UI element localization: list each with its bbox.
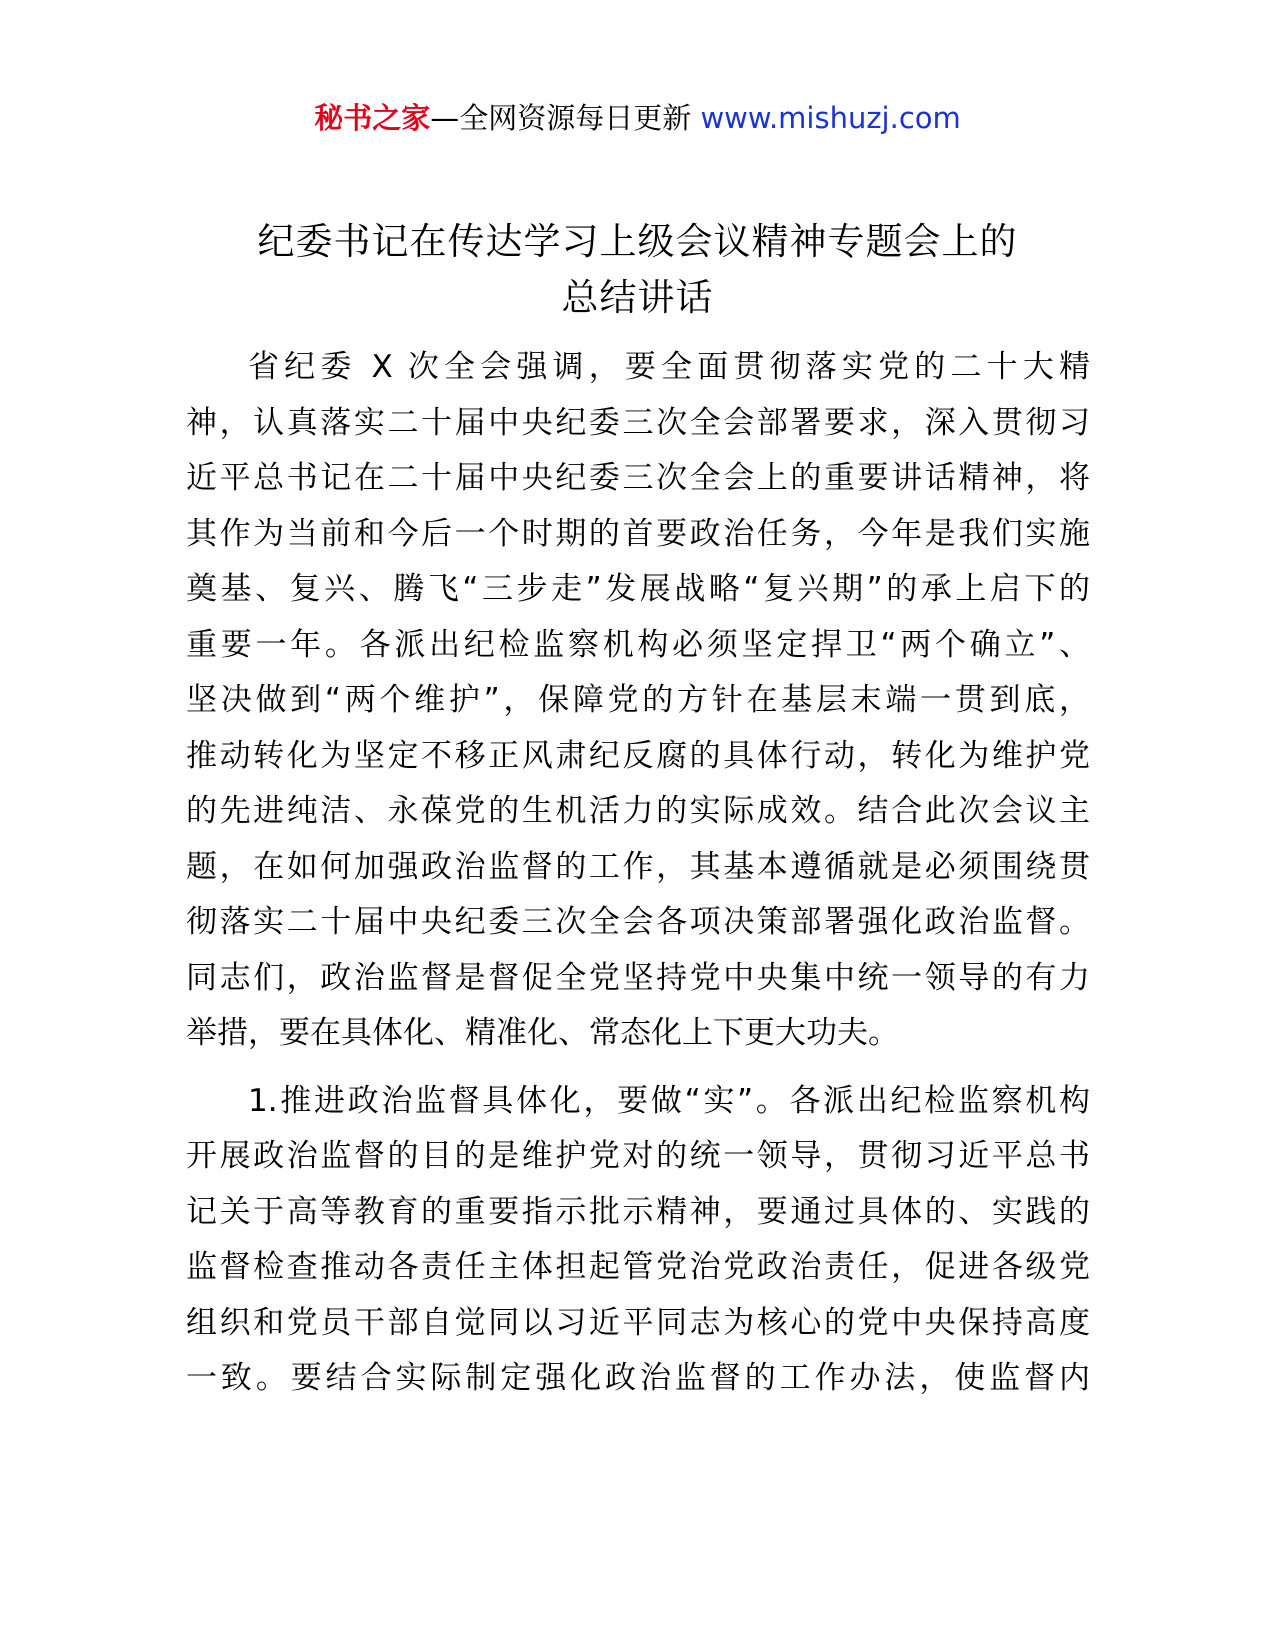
text-line: 组织和党员干部自觉同以习近平同志为核心的党中央保持高度 <box>186 1304 1090 1341</box>
text-line: 1.推进政治监督具体化，要做“实”。各派出纪检监察机构 <box>248 1082 1090 1119</box>
title-line: 总结讲话 <box>561 276 714 319</box>
brand-name: 秘书之家 <box>314 101 431 135</box>
text-line: 的先进纯洁、永葆党的生机活力的实际成效。结合此次会议主 <box>186 793 1090 829</box>
text-line: 神，认真落实二十届中央纪委三次全会部署要求，深入贯彻习 <box>186 404 1090 441</box>
text-line: 近平总书记在二十届中央纪委三次全会上的重要讲话精神，将 <box>186 460 1090 496</box>
text-line: 题，在如何加强政治监督的工作，其基本遵循就是必须围绕贯 <box>186 848 1090 885</box>
title-line: 纪委书记在传达学习上级会议精神专题会上的 <box>257 220 1018 263</box>
text-line: 开展政治监督的目的是维护党对的统一领导，贯彻习近平总书 <box>186 1138 1090 1174</box>
text-line: 省纪委 X 次全会强调，要全面贯彻落实党的二十大精 <box>248 349 1090 385</box>
text-line: 记关于高等教育的重要指示批示精神，要通过具体的、实践的 <box>186 1193 1090 1230</box>
document-body <box>186 340 1090 1407</box>
text-line: 同志们，政治监督是督促全党坚持党中央集中统一领导的有力 <box>186 959 1090 996</box>
site-header <box>0 98 1275 138</box>
paragraph <box>186 1074 1090 1407</box>
text-line: 举措，要在具体化、精准化、常态化上下更大功夫。 <box>186 1015 899 1051</box>
text-line: 其作为当前和今后一个时期的首要政治任务，今年是我们实施 <box>186 515 1090 552</box>
text-line: 坚决做到“两个维护”，保障党的方针在基层末端一贯到底， <box>186 682 1090 718</box>
paragraph <box>186 340 1090 1062</box>
document-title <box>170 214 1105 326</box>
text-line: 重要一年。各派出纪检监察机构必须坚定捍卫“两个确立”、 <box>186 626 1090 663</box>
text-line: 奠基、复兴、腾飞“三步走”发展战略“复兴期”的承上启下的 <box>186 571 1090 607</box>
text-line: 监督检查推动各责任主体担起管党治党政治责任，促进各级党 <box>186 1249 1090 1285</box>
header-tagline: —全网资源每日更新 <box>430 101 701 135</box>
site-url-link[interactable]: www.mishuzj.com <box>700 101 961 135</box>
text-line: 推动转化为坚定不移正风肃纪反腐的具体行动，转化为维护党 <box>186 737 1090 774</box>
paragraph-gap <box>186 1062 1090 1074</box>
text-line: 彻落实二十届中央纪委三次全会各项决策部署强化政治监督。 <box>186 904 1090 940</box>
text-line: 一致。要结合实际制定强化政治监督的工作办法，使监督内 <box>186 1360 1090 1396</box>
